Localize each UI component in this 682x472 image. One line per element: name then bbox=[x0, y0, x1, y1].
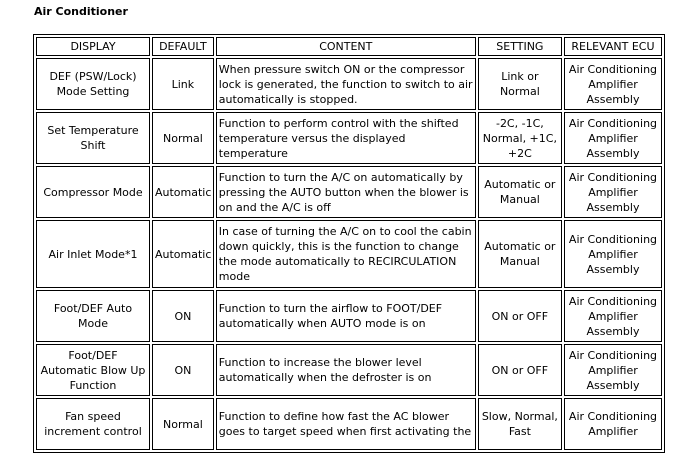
default-cell: Normal bbox=[152, 398, 214, 450]
header-row bbox=[36, 37, 662, 56]
default-cell: Automatic bbox=[152, 220, 214, 288]
default-cell: Automatic bbox=[152, 166, 214, 218]
display-cell: Compressor Mode bbox=[36, 166, 150, 218]
display-cell: Fan speed increment control bbox=[36, 398, 150, 450]
setting-cell: Link or Normal bbox=[478, 58, 562, 110]
ecu-cell: Air Conditioning Amplifier Assembly bbox=[564, 112, 662, 164]
ecu-cell: Air Conditioning Amplifier Assembly bbox=[564, 58, 662, 110]
ecu-cell: Air Conditioning Amplifier bbox=[564, 398, 662, 450]
content-cell: Function to perform control with the shifted temperature versus the displayed temperature bbox=[216, 112, 476, 164]
customize-table-container bbox=[33, 34, 665, 472]
table-row bbox=[36, 398, 662, 450]
default-cell: ON bbox=[152, 344, 214, 396]
setting-cell: Slow, Normal, Fast bbox=[478, 398, 562, 450]
display-cell: Set Temperature Shift bbox=[36, 112, 150, 164]
table-row bbox=[36, 290, 662, 342]
default-cell: ON bbox=[152, 290, 214, 342]
header-display: DISPLAY bbox=[36, 37, 150, 56]
content-cell: Function to increase the blower level automatically when the defroster is on bbox=[216, 344, 476, 396]
content-cell: When pressure switch ON or the compressor lock is generated, the function to switch to air automatically is stopped. bbox=[216, 58, 476, 110]
content-cell: Function to turn the airflow to FOOT/DEF automatically when AUTO mode is on bbox=[216, 290, 476, 342]
header-relevant-ecu: RELEVANT ECU bbox=[564, 37, 662, 56]
display-cell: Foot/DEF Auto Mode bbox=[36, 290, 150, 342]
customize-table bbox=[33, 34, 665, 453]
setting-cell: ON or OFF bbox=[478, 344, 562, 396]
header-content: CONTENT bbox=[216, 37, 476, 56]
ecu-cell: Air Conditioning Amplifier Assembly bbox=[564, 166, 662, 218]
ecu-cell: Air Conditioning Amplifier Assembly bbox=[564, 290, 662, 342]
setting-cell: Automatic or Manual bbox=[478, 166, 562, 218]
display-cell: Foot/DEF Automatic Blow Up Function bbox=[36, 344, 150, 396]
default-cell: Normal bbox=[152, 112, 214, 164]
table-row bbox=[36, 220, 662, 288]
setting-cell: Automatic or Manual bbox=[478, 220, 562, 288]
header-default: DEFAULT bbox=[152, 37, 214, 56]
default-cell: Link bbox=[152, 58, 214, 110]
table-row bbox=[36, 166, 662, 218]
table-row bbox=[36, 58, 662, 110]
content-cell: Function to define how fast the AC blower goes to target speed when first activating the bbox=[216, 398, 476, 450]
table-row bbox=[36, 112, 662, 164]
table-row bbox=[36, 344, 662, 396]
ecu-cell: Air Conditioning Amplifier Assembly bbox=[564, 220, 662, 288]
display-cell: DEF (PSW/Lock) Mode Setting bbox=[36, 58, 150, 110]
content-cell: Function to turn the A/C on automatically by pressing the AUTO button when the blower is on and the A/C is off bbox=[216, 166, 476, 218]
content-cell: In case of turning the A/C on to cool the cabin down quickly, this is the function to change the mode automatically to RECIRCULATION mode bbox=[216, 220, 476, 288]
page-title: Air Conditioner bbox=[34, 5, 128, 18]
display-cell: Air Inlet Mode*1 bbox=[36, 220, 150, 288]
setting-cell: -2C, -1C, Normal, +1C, +2C bbox=[478, 112, 562, 164]
setting-cell: ON or OFF bbox=[478, 290, 562, 342]
header-setting: SETTING bbox=[478, 37, 562, 56]
ecu-cell: Air Conditioning Amplifier Assembly bbox=[564, 344, 662, 396]
